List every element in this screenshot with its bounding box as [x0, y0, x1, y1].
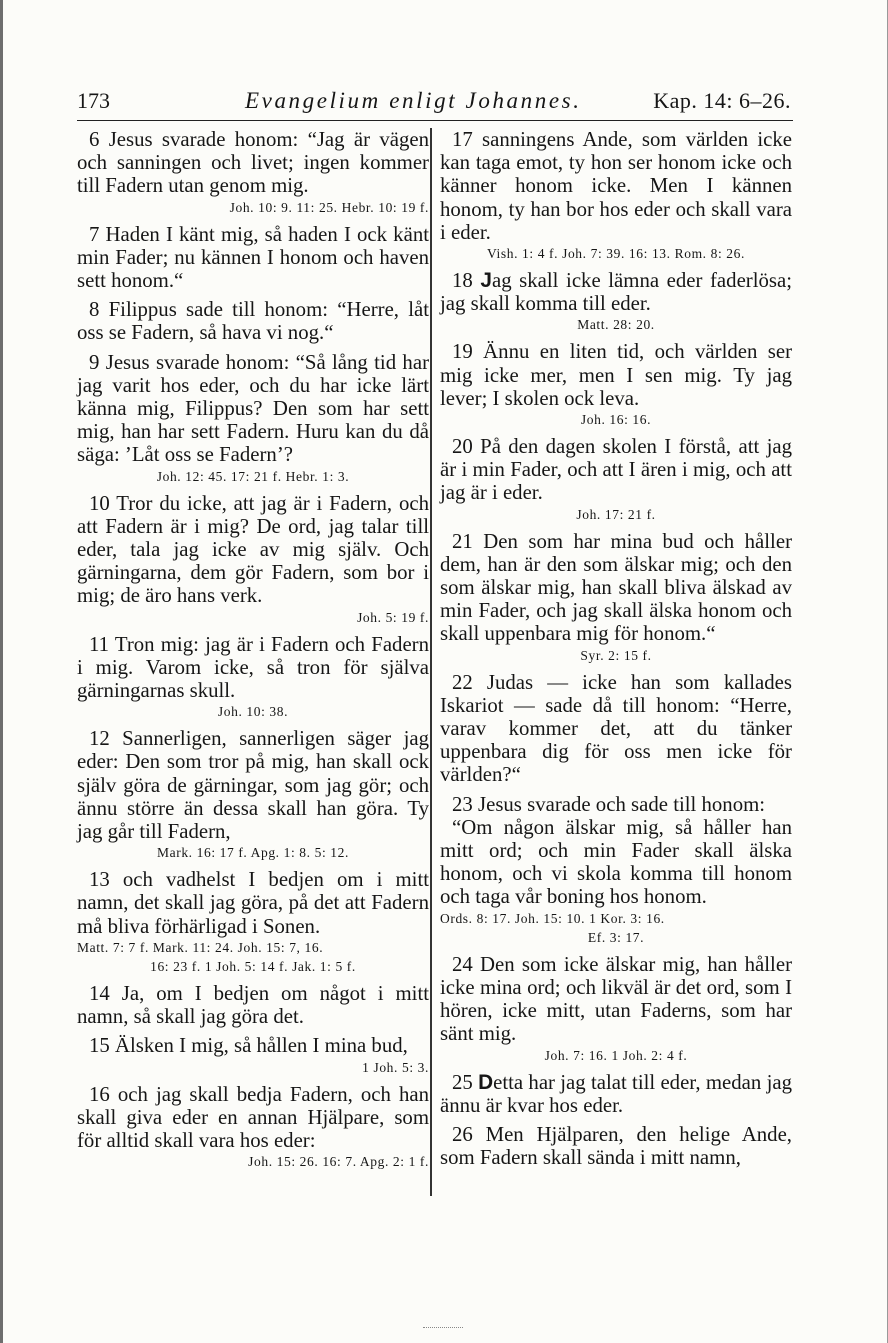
verse-24	[440, 953, 792, 1065]
verse-10	[77, 492, 429, 627]
verse-22	[440, 671, 792, 787]
page-header	[77, 86, 793, 121]
verse-text: 19 Ännu en liten tid, och världen ser mig icke mer, men I sen mig. Ty jag lever; I skolen ock leva.	[440, 340, 792, 410]
chapter-reference: Kap. 14: 6–26.	[653, 88, 791, 113]
cross-reference: Ords. 8: 17. Joh. 15: 10. 1 Kor. 3: 16.	[440, 910, 665, 926]
verse-text: 26 Men Hjälparen, den helige Ande, som Fadern skall sända i mitt namn,	[440, 1122, 792, 1170]
verse-text: 15 Älsken I mig, så hållen I mina bud,	[89, 1034, 408, 1058]
cross-reference: 1 Joh. 5: 3.	[362, 1059, 429, 1075]
verse-8	[77, 298, 429, 344]
cross-reference: Joh. 10: 38.	[217, 704, 289, 720]
verse-18	[440, 269, 792, 334]
initial-letter: D	[478, 1070, 494, 1094]
verse-12	[77, 727, 429, 862]
verse-body: ag skall icke lämna eder faderlösa; jag skall komma till eder.	[440, 269, 793, 316]
cross-reference: 16: 23 f. 1 Joh. 5: 14 f. Jak. 1: 5 f.	[150, 958, 356, 974]
initial-letter: J	[480, 269, 492, 293]
cross-reference: Vish. 1: 4 f. Joh. 7: 39. 16: 13. Rom. 8: 26.	[487, 246, 745, 262]
verse-number: 18	[452, 269, 473, 293]
verse-text: 20 På den dagen skolen I förstå, att jag är i min Fader, och att I ären i mig, och att jag är i eder.	[440, 435, 792, 505]
cross-reference: Joh. 17: 21 f.	[576, 506, 656, 522]
verse-text: 12 Sannerligen, sannerligen säger jag eder: Den som tror på mig, han skall ock själv göra de gärningar, som jag gör; och ännu större än dessa skall han göra. Ty jag går till Fadern,	[77, 727, 429, 844]
verse-text: 6 Jesus svarade honom: “Jag är vägen och sanningen och livet; ingen kommer till Fadern utan genom mig.	[77, 128, 429, 198]
cross-reference: Matt. 7: 7 f. Mark. 11: 24. Joh. 15: 7, 16.	[77, 939, 324, 955]
verse-text: 14 Ja, om I bedjen om något i mitt namn, så skall jag göra det.	[77, 981, 429, 1029]
verse-25	[440, 1071, 792, 1117]
right-column	[440, 128, 792, 1198]
verse-23	[440, 793, 792, 947]
cross-reference: Joh. 16: 16.	[580, 412, 652, 428]
verse-text: 11 Tron mig: jag är i Fadern och Fadern i mig. Varom icke, så tron för själva gärningarnas skull.	[77, 632, 429, 703]
verse-body: etta har jag talat till eder, medan jag ännu är kvar hos eder.	[440, 1070, 793, 1117]
verse-text: 13 och vadhelst I bedjen om i mitt namn, det skall jag göra, på det att Fadern må bliva förhärligad i Sonen.	[77, 868, 429, 938]
verse-6	[77, 128, 429, 217]
verse-text: 23 Jesus svarade och sade till honom:	[452, 792, 766, 816]
verse-text	[440, 1071, 792, 1117]
page-number: 173	[77, 88, 110, 113]
verse-number: 25	[452, 1070, 473, 1094]
verse-16	[77, 1083, 429, 1172]
cross-reference: Mark. 16: 17 f. Apg. 1: 8. 5: 12.	[157, 845, 349, 861]
verse-20	[440, 435, 792, 524]
verse-26	[440, 1123, 792, 1169]
cross-reference: Joh. 15: 26. 16: 7. Apg. 2: 1 f.	[248, 1154, 429, 1170]
verse-text: 16 och jag skall bedja Fadern, och han skall giva eder en annan Hjälpare, som för alltid skall vara hos eder:	[77, 1082, 429, 1152]
verse-text: 17 sanningens Ande, som världen icke kan taga emot, ty hon ser honom icke och känner honom icke. Men I kännen honom, ty han bor hos eder och skall vara i eder.	[440, 128, 792, 244]
verse-11	[77, 633, 429, 722]
verse-9	[77, 351, 429, 486]
verse-text-continued: “Om någon älskar mig, så håller han mitt ord; och min Fader skall älska honom, och vi skola komma till honom och taga vår boning hos honom.	[440, 815, 792, 909]
verse-text: 21 Den som har mina bud och håller dem, han är den som älskar mig; och den som älskar mig, han skall bliva älskad av min Fader, och jag skall älska honom och skall uppenbara mig för honom.“	[440, 529, 792, 646]
running-title: Evangelium enligt Johannes.	[245, 88, 582, 113]
verse-text: 10 Tror du icke, att jag är i Fadern, och att Fadern är i mig? De ord, jag talar till eder, tala jag icke av mig själv. Och gärningarna, dem gör Fadern, som bor i mig; de äro hans verk.	[77, 491, 429, 608]
verse-19	[440, 340, 792, 429]
cross-reference: Joh. 10: 9. 11: 25. Hebr. 10: 19 f.	[229, 199, 429, 215]
cross-reference: Joh. 12: 45. 17: 21 f. Hebr. 1: 3.	[156, 468, 350, 484]
verse-7	[77, 223, 429, 293]
verse-14	[77, 982, 429, 1028]
cross-reference: Matt. 28: 20.	[577, 317, 655, 333]
verse-text	[440, 269, 792, 315]
cross-reference: Ef. 3: 17.	[587, 929, 645, 945]
verse-text: 9 Jesus svarade honom: “Så lång tid har jag varit hos eder, och du har icke lärt känna mig, Filippus? Den som har sett mig, han har sett Fadern. Huru kan du då säga: ’Låt oss se Fadern’?	[77, 350, 429, 467]
verse-17	[440, 128, 792, 263]
verse-15	[77, 1034, 429, 1076]
cross-reference: Syr. 2: 15 f.	[580, 647, 652, 663]
printer-mark	[423, 1327, 463, 1334]
verse-text: 22 Judas — icke han som kallades Iskariot — sade då till honom: “Herre, varav kommer det, att du tänker uppenbara dig för oss men icke för världen?“	[440, 670, 792, 787]
cross-reference: Joh. 7: 16. 1 Joh. 2: 4 f.	[544, 1047, 688, 1063]
cross-reference: Joh. 5: 19 f.	[357, 609, 429, 625]
verse-text: 7 Haden I känt mig, så haden I ock känt min Fader; nu kännen I honom och haven sett honom.“	[77, 222, 429, 293]
left-column	[77, 128, 429, 1198]
verse-text: 8 Filippus sade till honom: “Herre, låt oss se Fadern, så hava vi nog.“	[77, 298, 429, 345]
verse-text: 24 Den som icke älskar mig, han håller icke mina ord; och likväl är det ord, som I hören, icke mitt, utan Faderns, som har sänt mig.	[440, 952, 792, 1046]
verse-13	[77, 868, 429, 976]
column-divider	[430, 128, 432, 1196]
verse-21	[440, 530, 792, 665]
